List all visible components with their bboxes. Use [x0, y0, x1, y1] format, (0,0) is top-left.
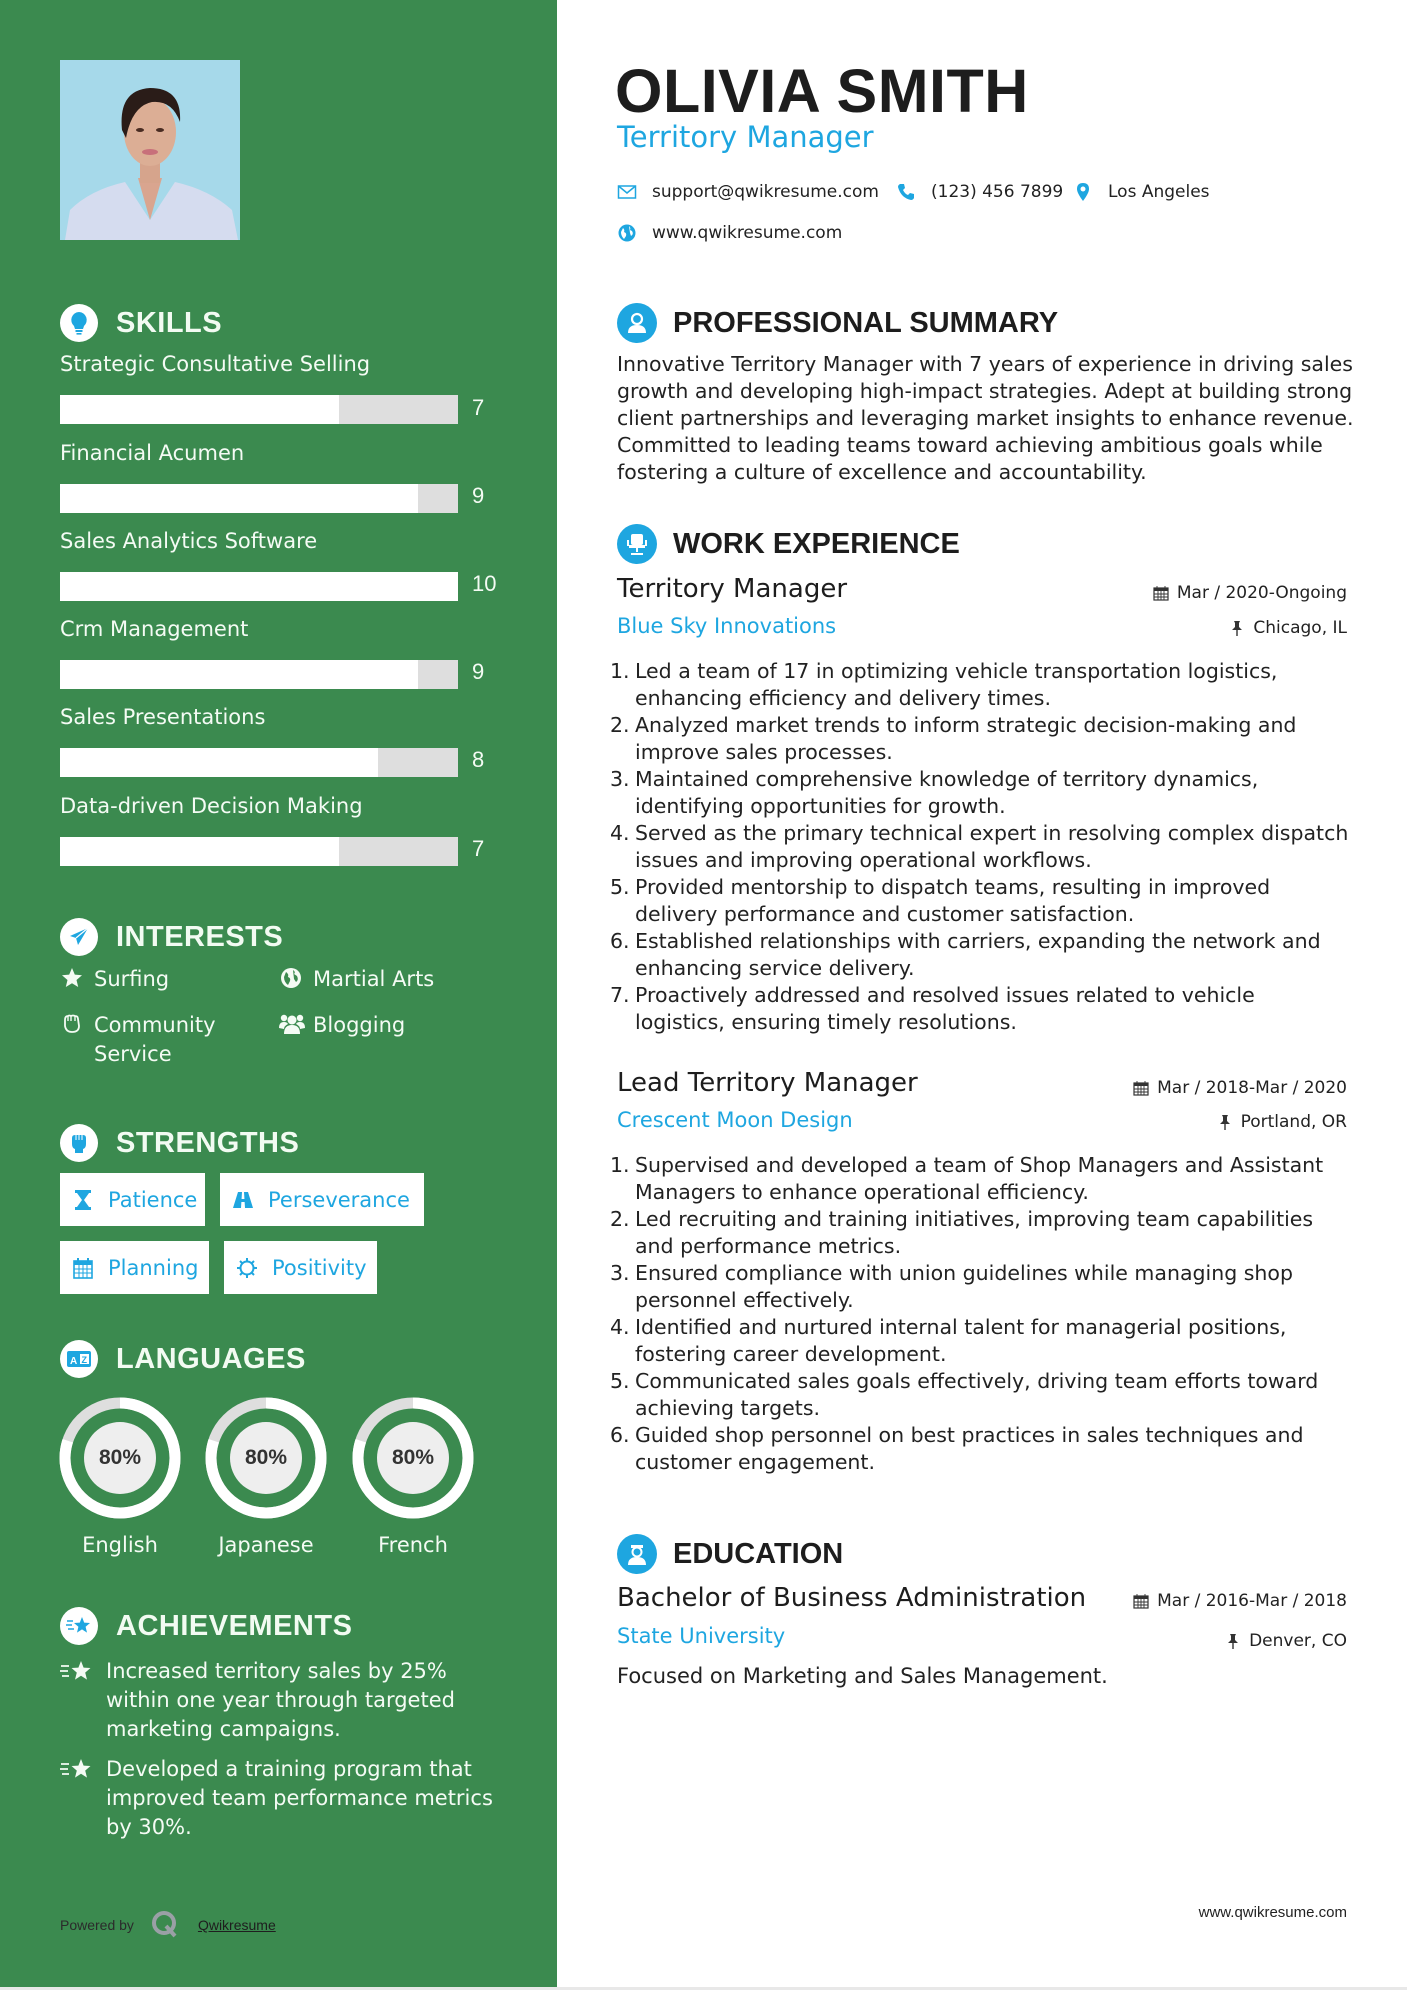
interest-item: Surfing: [60, 965, 260, 994]
graduate-icon: [617, 1534, 657, 1574]
hand-icon: [60, 1012, 84, 1036]
skill-label: Data-driven Decision Making: [60, 794, 363, 818]
website-link[interactable]: www.qwikresume.com: [652, 223, 843, 243]
job-dates: Mar / 2020-Ongoing: [1153, 583, 1347, 603]
skill-bar: [60, 395, 458, 424]
job-location: Chicago, IL: [1229, 618, 1347, 638]
job-bullets: [610, 658, 1350, 1036]
skill-bar-fill: [60, 660, 418, 689]
skill-value: 9: [472, 659, 485, 684]
skill-bar: [60, 572, 458, 601]
language-percent: 80%: [244, 1446, 288, 1469]
paper-plane-icon: [60, 918, 98, 956]
language-name: English: [82, 1533, 158, 1557]
experience-heading: WORK EXPERIENCE: [617, 523, 960, 565]
job-bullet: 1. Supervised and developed a team of Shop Managers and Assistant Managers to enhance operational efficiency.: [610, 1153, 1324, 1204]
qwikresume-logo-icon: [150, 1909, 180, 1942]
job-title: Territory Manager: [617, 574, 848, 604]
sun-icon: [236, 1257, 258, 1279]
envelope-icon: [617, 182, 637, 202]
skill-bar-fill: [60, 484, 418, 513]
job-bullet: 2. Led recruiting and training initiatives, improving team capabilities and performance metrics.: [610, 1207, 1314, 1258]
skill-label: Sales Presentations: [60, 705, 266, 729]
language-percent: 80%: [391, 1446, 435, 1469]
calendar-icon: [1133, 1593, 1149, 1609]
language-item: [351, 1396, 475, 1557]
skill-label: Strategic Consultative Selling: [60, 352, 371, 376]
skill-bar: [60, 660, 458, 689]
strength-chip: Patience: [60, 1173, 205, 1226]
job-title: Lead Territory Manager: [617, 1068, 918, 1098]
education-dates: Mar / 2016-Mar / 2018: [1133, 1591, 1347, 1611]
user-icon: [617, 303, 657, 343]
contact-phone: (123) 456 7899: [896, 180, 1063, 204]
hourglass-icon: [72, 1189, 94, 1211]
job-dates: Mar / 2018-Mar / 2020: [1133, 1078, 1347, 1098]
language-name: French: [378, 1533, 448, 1557]
languages-heading: A Z LANGUAGES: [60, 1339, 306, 1379]
strength-chip: Planning: [60, 1241, 209, 1294]
job-bullet: 7. Proactively addressed and resolved issues related to vehicle logistics, ensuring timely resolutions.: [610, 983, 1255, 1034]
achievement-item: Increased territory sales by 25% within one year through targeted marketing campaigns.: [60, 1657, 500, 1744]
strengths-heading: STRENGTHS: [60, 1123, 299, 1163]
job-company: Blue Sky Innovations: [617, 614, 837, 638]
language-name: Japanese: [218, 1533, 314, 1557]
job-bullet: 3. Ensured compliance with union guidelines while managing shop personnel effectively.: [610, 1261, 1293, 1312]
skill-value: 8: [472, 747, 485, 772]
language-item: [58, 1396, 182, 1557]
skill-label: Sales Analytics Software: [60, 529, 318, 553]
qwikresume-link[interactable]: Qwikresume: [197, 1917, 276, 1933]
strength-chip: Positivity: [224, 1241, 377, 1294]
pushpin-icon: [1225, 1633, 1241, 1649]
skill-bar: [60, 484, 458, 513]
globe-icon: [617, 223, 637, 243]
education-location: Denver, CO: [1225, 1631, 1347, 1651]
pushpin-icon: [1217, 1114, 1233, 1130]
job-company: Crescent Moon Design: [617, 1108, 853, 1132]
skill-label: Crm Management: [60, 617, 249, 641]
skill-value: 9: [472, 483, 485, 508]
contact-location: Los Angeles: [1073, 180, 1210, 204]
shooting-star-icon: [60, 1607, 98, 1645]
job-bullet: 4. Served as the primary technical expert in resolving complex dispatch issues and improving operational workflows.: [610, 821, 1349, 872]
achievements-heading: ACHIEVEMENTS: [60, 1606, 352, 1646]
skills-heading: SKILLS: [60, 303, 222, 343]
candidate-title: Territory Manager: [617, 120, 874, 154]
degree-title: Bachelor of Business Administration: [617, 1583, 1087, 1613]
email-link[interactable]: support@qwikresume.com: [652, 182, 879, 202]
profile-photo: [60, 60, 240, 240]
interest-item: Blogging: [279, 1011, 519, 1040]
skill-bar: [60, 837, 458, 866]
school-name: State University: [617, 1624, 786, 1648]
job-location: Portland, OR: [1217, 1112, 1347, 1132]
language-progress-ring: [58, 1396, 182, 1520]
education-description: Focused on Marketing and Sales Management.: [617, 1664, 1108, 1688]
contact-website: [617, 221, 842, 245]
shooting-star-icon: [60, 1657, 94, 1685]
interests-heading: INTERESTS: [60, 917, 283, 957]
language-percent: 80%: [98, 1446, 142, 1469]
job-bullet: 2. Analyzed market trends to inform strategic decision-making and improve sales processes.: [610, 713, 1297, 764]
skill-value: 7: [472, 836, 485, 861]
office-chair-icon: [617, 524, 657, 564]
language-item: [204, 1396, 328, 1557]
candidate-name: OLIVIA SMITH: [615, 57, 1029, 125]
powered-by: Powered by Qwikresume: [60, 1900, 276, 1950]
job-bullet: 5. Provided mentorship to dispatch teams, resulting in improved delivery performance and customer satisfaction.: [610, 875, 1271, 926]
skill-bar: [60, 748, 458, 777]
skill-label: Financial Acumen: [60, 441, 245, 465]
road-icon: [232, 1189, 254, 1211]
skill-bar-fill: [60, 837, 339, 866]
lightbulb-icon: [60, 304, 98, 342]
job-bullet: 6. Guided shop personnel on best practices in sales techniques and customer engagement.: [610, 1423, 1304, 1474]
education-heading: EDUCATION: [617, 1533, 843, 1575]
globe-icon: [279, 966, 303, 990]
phone-icon: [896, 182, 916, 202]
language-progress-ring: [351, 1396, 475, 1520]
strength-chip: Perseverance: [220, 1173, 424, 1226]
summary-heading: PROFESSIONAL SUMMARY: [617, 302, 1058, 344]
footer-website-link[interactable]: www.qwikresume.com: [1198, 1904, 1347, 1921]
job-bullet: 6. Established relationships with carriers, expanding the network and enhancing service delivery.: [610, 929, 1321, 980]
skill-bar-fill: [60, 395, 339, 424]
contact-email: [617, 180, 879, 204]
calendar-icon: [72, 1257, 94, 1279]
interest-item: Martial Arts: [279, 965, 519, 994]
language-progress-ring: [204, 1396, 328, 1520]
achievement-item: Developed a training program that improved team performance metrics by 30%.: [60, 1755, 500, 1842]
job-bullet: 4. Identified and nurtured internal talent for managerial positions, fostering career development.: [610, 1315, 1287, 1366]
svg-text:A: A: [70, 1356, 78, 1367]
skill-bar-fill: [60, 748, 378, 777]
skill-value: 10: [472, 571, 497, 596]
calendar-icon: [1153, 585, 1169, 601]
summary-text: Innovative Territory Manager with 7 years of experience in driving sales growth and developing high-impact strategies. Adept at building strong client partnerships and leveraging market insights to enhance revenue. Committed to leading teams toward achieving ambitious goals while fostering a culture of excellence and accountability.: [617, 352, 1354, 484]
interest-item: Community Service: [60, 1011, 260, 1069]
job-bullets: [610, 1152, 1350, 1476]
calendar-icon: [1133, 1080, 1149, 1096]
shooting-star-icon: [60, 1755, 94, 1783]
job-bullet: 1. Led a team of 17 in optimizing vehicle transportation logistics, enhancing efficiency and delivery times.: [610, 659, 1278, 710]
svg-text:Z: Z: [81, 1355, 87, 1365]
map-pin-icon: [1073, 182, 1093, 202]
job-bullet: 3. Maintained comprehensive knowledge of territory dynamics, identifying opportunities for growth.: [610, 767, 1259, 818]
pushpin-icon: [1229, 620, 1245, 636]
star-icon: [60, 966, 84, 990]
users-icon: [279, 1012, 303, 1036]
translate-icon: [60, 1340, 98, 1378]
job-bullet: 5. Communicated sales goals effectively, driving team efforts toward achieving targets.: [610, 1369, 1319, 1420]
skill-value: 7: [472, 395, 485, 420]
skill-bar-fill: [60, 572, 458, 601]
fist-icon: [60, 1124, 98, 1162]
